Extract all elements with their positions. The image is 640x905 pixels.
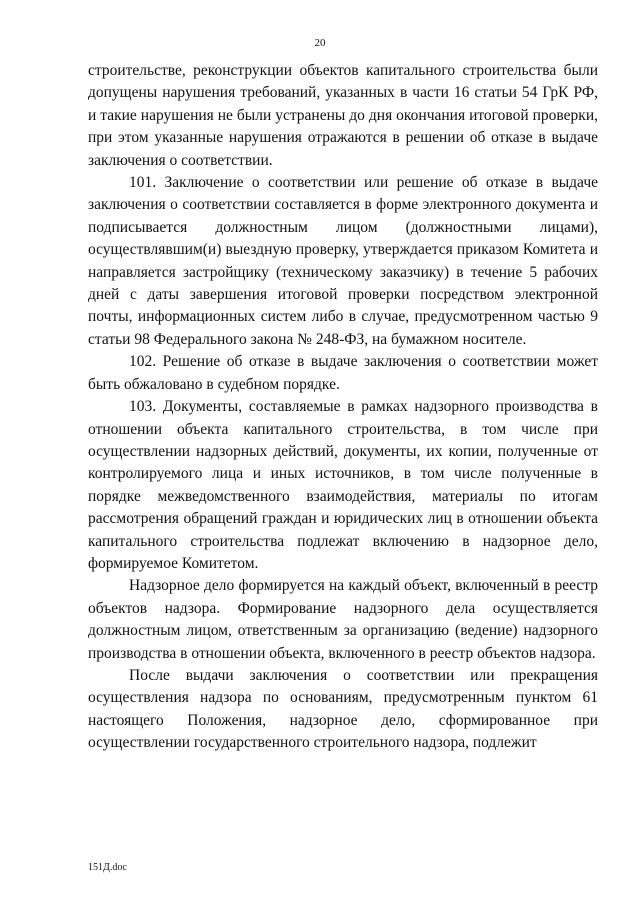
paragraph-102: 102. Решение об отказе в выдаче заключения о соответствии может быть обжаловано в судебном порядке. [88, 353, 598, 393]
paragraph-103: 103. Документы, составляемые в рамках надзорного производства в отношении объекта капитального строительства, в том числе при осуществлении надзорных действий, документы, их копии, полученные от контролируемого лица и иных источников, в том числе полученные в порядке межведомственного взаимодействия, материалы по итогам рассмотрения обращений граждан и юридических лиц в отношении объекта капитального строительства подлежат включению в надзорное дело, формируемое Комитетом. [88, 398, 598, 572]
footer-filename: 151Д.doc [88, 862, 127, 873]
paragraph-continuation: строительстве, реконструкции объектов капитального строительства были допущены нарушения требований, указанных в части 16 статьи 54 ГрК РФ, и такие нарушения не были устранены до дня окончания итоговой проверки, при этом указанные нарушения отражаются в решении об отказе в выдаче заключения о соответствии. [88, 62, 598, 169]
paragraph-after-conclusion: После выдачи заключения о соответствии или прекращения осуществления надзора по основаниям, предусмотренным пунктом 61 настоящего Положения, надзорное дело, сформированное при осуществлении государственного строительного надзора, подлежит [88, 666, 598, 752]
paragraph-supervision-case: Надзорное дело формируется на каждый объект, включенный в реестр объектов надзора. Формирование надзорного дела осуществляется должностным лицом, ответственным за организацию (ведение) надзорного производства в отношении объекта, включенного в реестр объектов надзора. [88, 577, 598, 662]
document-body [88, 60, 598, 755]
paragraph-101: 101. Заключение о соответствии или решение об отказе в выдаче заключения о соответствии составляется в форме электронного документа и подписывается должностным лицом (должностными лицами), осуществлявшим(и) выездную проверку, утверждается приказом Комитета и направляется застройщику (техническому заказчику) в течение 5 рабочих дней с даты завершения итоговой проверки посредством электронной почты, информационных систем либо в случае, предусмотренном частью 9 статьи 98 Федерального закона № 248-ФЗ, на бумажном носителе. [88, 174, 598, 348]
page-number: 20 [314, 37, 326, 49]
